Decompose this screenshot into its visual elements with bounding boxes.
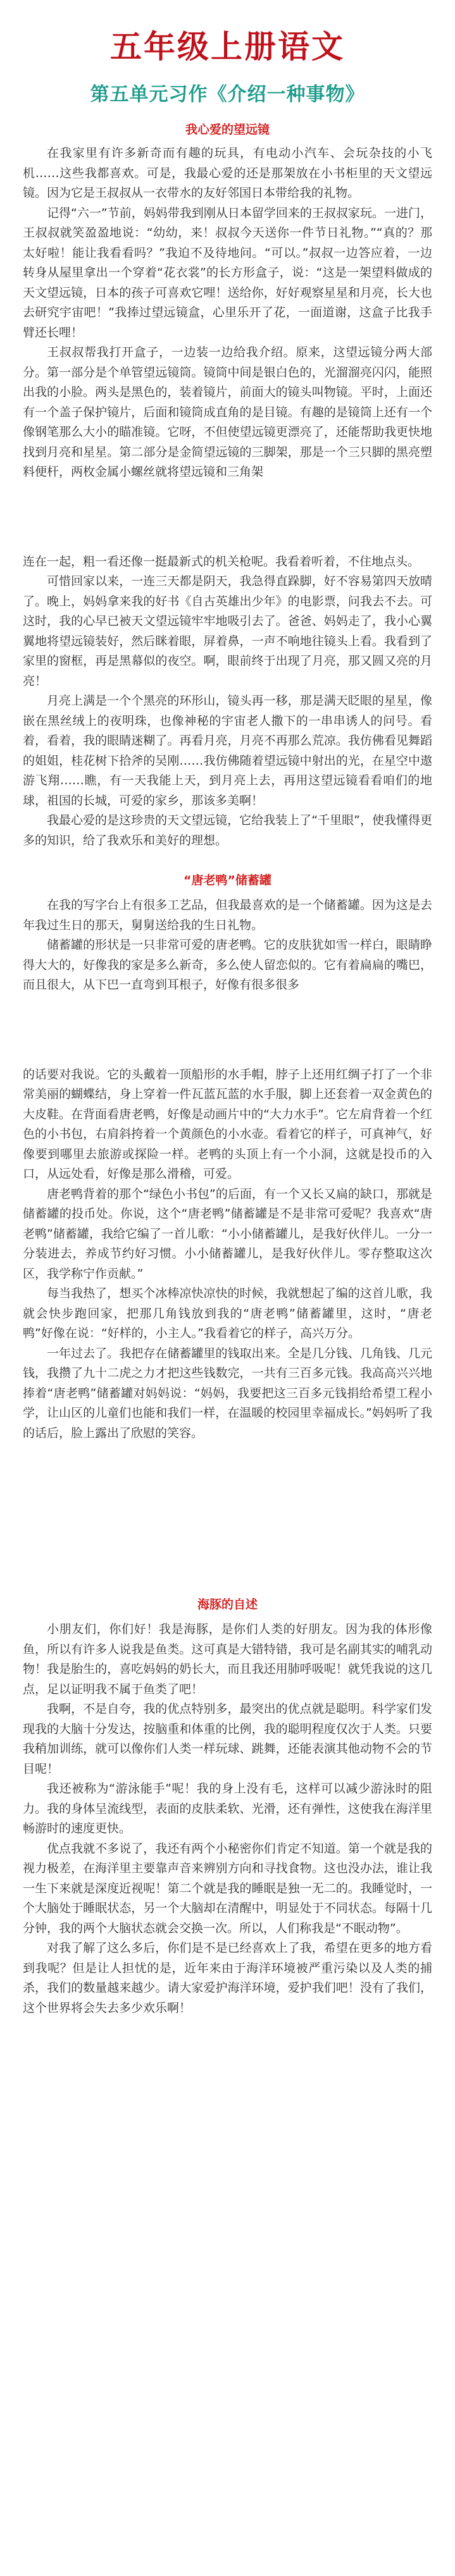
page-title: 五年级上册语文 bbox=[110, 28, 345, 65]
paragraph: 连在一起，粗一看还像一挺最新式的机关枪呢。我看着听着，不住地点头。 bbox=[23, 554, 420, 569]
paragraph: 可惜回家以来，一连三天都是阴天，我急得直跺脚，好不容易第四天放晴了。晚上，妈妈拿来我的好书《自古英雄出少年》的电影票，问我去不去。可这时，我的心早已被天文望远镜牢牢地吸引去了。爸爸、妈妈走了，我小心翼翼地将望远镜装好，然后眯着眼，屏着鼻，一声不响地往镜头上看。我看到了家里的窗框，再是黑幕似的夜空。啊，眼前终于出现了月亮，那又圆又亮的月亮！ bbox=[23, 574, 432, 688]
paragraph: 优点我就不多说了，我还有两个小秘密你们肯定不知道。第一个就是我的视力极差，在海洋里主要靠声音来辨别方向和寻找食物。这也没办法，谁让我一生下来就是深度近视呢！第二个就是我的睡眠是独一无二的。我睡觉时，一个大脑处于睡眠状态，另一个大脑却在清醒中，明显处于不同状态。每隔十几分钟，我的两个大脑状态就会交换一次。所以，人们称我是“不眠动物”。 bbox=[23, 1841, 432, 1935]
section-gap bbox=[0, 1443, 455, 1595]
paragraph: 每当我热了，想买个冰棒凉快凉快的时候，我就想起了编的这首儿歌，我就会快步跑回家，把那几角钱放到我的“唐老鸭”储蓄罐里，这时，“唐老鸭”好像在说：“好样的，小主人。”我看着它的样子，高兴万分。 bbox=[23, 1286, 432, 1340]
paragraph: 在我家里有许多新奇而有趣的玩具，有电动小汽车、会玩杂技的小飞机……这些我都喜欢。可是，我最心爱的还是那架放在小书柜里的天文望远镜。因为它是王叔叔从一衣带水的友好邻国日本带给我的礼物。 bbox=[23, 146, 432, 200]
paragraph: 王叔叔帮我打开盒子，一边装一边给我介绍。原来，这望远镜分两大部分。第一部分是个单管望远镜筒。镜筒中间是银白色的，光溜溜亮闪闪，能照出我的小脸。两头是黑色的，装着镜片，前面大的镜头叫物镜。平时，上面还有一个盖子保护镜片，后面和镜筒成直角的是目镜。有趣的是镜筒上还有一个像钢笔那么大小的瞄准镜。它呀，不但使望远镜更漂亮了，还能帮助我更快地找到月亮和星星。第二部分是金简望远镜的三脚架，那是一个三只脚的黑亮塑料便杆，两枚金属小螺丝就将望远镜和三角架 bbox=[23, 345, 432, 479]
article-title: 海豚的自述 bbox=[197, 1598, 258, 1612]
paragraph: 记得“六一”节前，妈妈带我到刚从日本留学回来的王叔叔家玩。一进门，王叔叔就笑盈盈地说：“幼幼，来！叔叔今天送你一件节日礼物。”“真的？那太好啦！能让我看看吗？”我迫不及待地问。“可以。”叔叔一边答应着，一边转身从屋里拿出一个穿着“花衣裳”的长方形盒子，说：“这是一架望料做成的天文望远镜，日本的孩子可喜欢它哩！送给你，好好观察星星和月亮，长大也去研究宇宙吧！”我捧过望远镜盒，心里乐开了花，一面道谢，这盒子比我手臂还长哩！ bbox=[23, 206, 432, 340]
paragraph: 储蓄罐的形状是一只非常可爱的唐老鸭。它的皮肤犹如雪一样白，眼睛睁得大大的，好像我的家是多么新奇，多么使人留恋似的。它有着扁扁的嘴巴，而且很大，从下巴一直弯到耳根子，好像有很多很多 bbox=[23, 938, 432, 992]
paragraph: 我还被称为“游泳能手”呢！我的身上没有毛，这样可以减少游泳时的阻力。我的身体呈流线型，表面的皮肤柔软、光滑，还有弹性，这使我在海洋里畅游时的速度更快。 bbox=[23, 1782, 432, 1835]
page-subtitle: 第五单元习作《介绍一种事物》 bbox=[90, 83, 365, 106]
paragraph: 小朋友们，你们好！我是海豚，是你们人类的好朋友。因为我的体形像鱼，所以有许多人说我是鱼类。这可真是大错特错，我可是名副其实的哺乳动物！我是胎生的，喜吃妈妈的奶长大，而且我还用肺呼吸呢！就凭我说的这几点，足以证明我不属于鱼类了吧！ bbox=[23, 1622, 432, 1696]
paragraph: 月亮上满是一个个黑亮的环形山，镜头再一移，那是满天眨眼的星星，像嵌在黑丝绒上的夜明珠，也像神秘的宇宙老人撒下的一串串诱人的问号。看着，看着，我的眼睛迷糊了。再看月亮，月亮不再那么荒凉。我仿佛看见舞蹈的姐姐，桂花树下拾斧的吴刚……我仿佛随着望远镜中射出的光，在星空中遨游飞翔……瞧，有一天我能上天，到月亮上去，再用这望远镜看看咱们的地球，祖国的长城，可爱的家乡，那该多美啊！ bbox=[23, 694, 432, 808]
paragraph: 在我的写字台上有很多工艺品，但我最喜欢的是一个储蓄罐。因为这是去年我过生日的那天，舅舅送给我的生日礼物。 bbox=[23, 898, 432, 932]
article-telescope bbox=[0, 120, 455, 851]
paragraph: 对我了解了这么多后，你们是不是已经喜欢上了我，希望在更多的地方看到我呢？但是让人担忧的是，近年来由于海洋环境被严重污染以及人类的捕杀，我们的数量越来越少。请大家爱护海洋环境，爱护我们吧！没有了我们，这个世界将会失去多少欢乐啊！ bbox=[23, 1941, 432, 2015]
paragraph: 的话要对我说。它的头戴着一顶船形的水手帽，脖子上还用红绸子打了一个非常美丽的蝴蝶结，身上穿着一件瓦蓝瓦蓝的水手服，脚上还套着一双金黄色的大皮鞋。在背面看唐老鸭，好像是动画片中的“大力水手”。它左肩背着一个红色的小书包，右肩斜挎着一个黄颜色的小水壶。看着它的样子，可真神气，好像要到哪里去旅游或探险一样。老鸭的头顶上有一个小洞，这就是投币的入口，从远处看，好像是那么滑稽，可爱。 bbox=[23, 1067, 432, 1181]
paragraph: 一年过去了。我把存在储蓄罐里的钱取出来。全是几分钱、几角钱、几元钱，我攒了九十二虎之力才把这些钱数完，一共有三百多元钱。我高高兴兴地捧着“唐老鸭”储蓄罐对妈妈说：“妈妈，我要把这三百多元钱捐给希望工程小学，让山区的儿童们也能和我们一样，在温暖的校园里幸福成长。”妈妈听了我的话后，脸上露出了欣慰的笑容。 bbox=[23, 1346, 432, 1440]
paragraph: 我啊，不是自夸，我的优点特别多，最突出的优点就是聪明。科学家们发现我的大脑十分发达，按脑重和体重的比例，我的聪明程度仅次于人类。只要我稍加训练，就可以像你们人类一样玩球、跳舞，还能表演其他动物不会的节目呢！ bbox=[23, 1702, 432, 1776]
paragraph: 我最心爱的是这珍贵的天文望远镜，它给我装上了“千里眼”，使我懂得更多的知识，给了我欢乐和美好的理想。 bbox=[23, 813, 432, 847]
page-header bbox=[0, 0, 455, 120]
article-title: “唐老鸭”储蓄罐 bbox=[184, 873, 271, 887]
section-gap bbox=[0, 995, 455, 1065]
section-gap bbox=[0, 483, 455, 552]
paragraph: 唐老鸭背着的那个“绿色小书包”的后面，有一个又长又扁的缺口，那就是储蓄罐的投币处。你说，这个“唐老鸭”储蓄罐是不是非常可爱呢？我喜欢“唐老鸭”储蓄罐，我给它编了一首儿歌：“小小储蓄罐儿，是我好伙伴儿。一分一分装进去，养成节约好习惯。小小储蓄罐儿，是我好伙伴儿。零存整取这次区，我学称宁作贡献。” bbox=[23, 1186, 432, 1281]
article-piggy-bank bbox=[0, 871, 455, 1443]
article-dolphin bbox=[0, 1595, 455, 2018]
article-title: 我心爱的望远镜 bbox=[185, 123, 270, 137]
